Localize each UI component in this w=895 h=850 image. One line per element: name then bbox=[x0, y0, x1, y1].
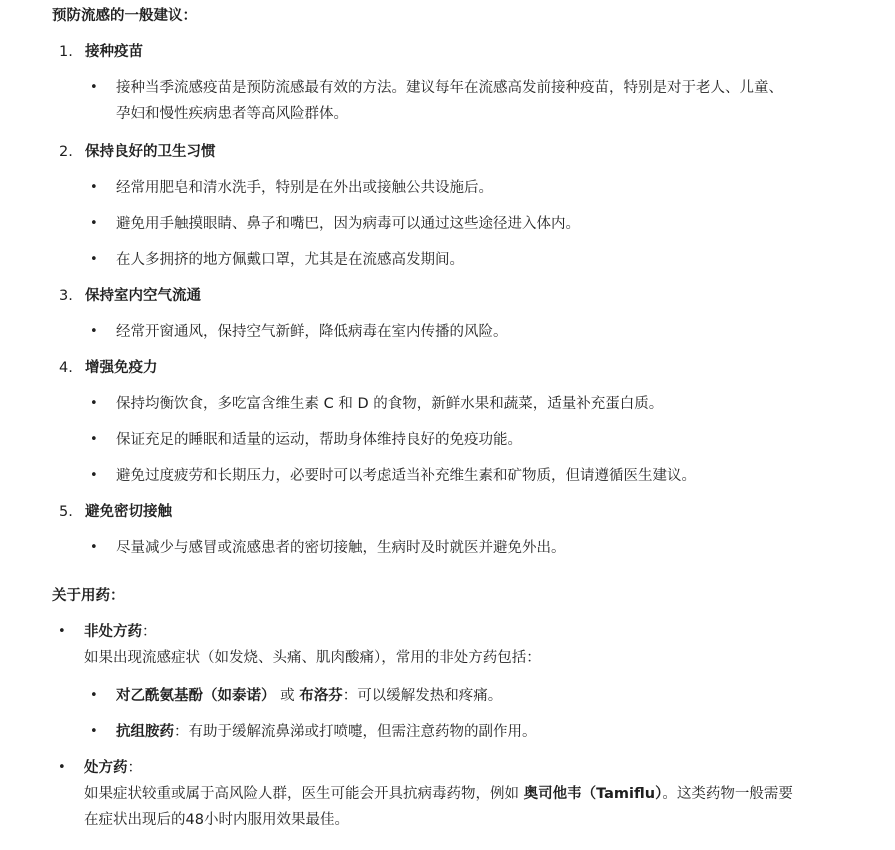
bullet-text: 避免过度疲劳和长期压力，必要时可以考虑适当补充维生素和矿物质，但请遵循医生建议。 bbox=[116, 468, 696, 484]
list-item bbox=[90, 391, 790, 417]
item-number: 1. bbox=[59, 44, 73, 60]
item-title: 避免密切接触 bbox=[85, 504, 172, 520]
bullet-icon: • bbox=[90, 540, 98, 555]
bullet-text: 避免用手触摸眼睛、鼻子和嘴巴，因为病毒可以通过这些途径进入体内。 bbox=[116, 216, 580, 232]
drug-description: ：有助于缓解流鼻涕或打喷嚏，但需注意药物的副作用。 bbox=[174, 724, 537, 740]
list-item bbox=[90, 463, 790, 489]
drug-name-ibuprofen: 布洛芬 bbox=[299, 688, 343, 704]
numbered-item-2 bbox=[59, 142, 216, 162]
bullet-icon: • bbox=[90, 216, 98, 231]
bullet-text: 保证充足的睡眠和适量的运动，帮助身体维持良好的免疫功能。 bbox=[116, 432, 522, 448]
item-title: 保持良好的卫生习惯 bbox=[85, 144, 216, 160]
rx-description-end: 。这类药物一般需要在症状出现后的48小时内服用效果最佳。 bbox=[84, 786, 793, 828]
bullet-icon: • bbox=[90, 324, 98, 339]
bullet-icon: • bbox=[90, 724, 98, 739]
bullet-icon: • bbox=[58, 760, 66, 775]
drug-connector: 或 bbox=[275, 688, 300, 704]
bullet-icon: • bbox=[90, 180, 98, 195]
drug-description: ：可以缓解发热和疼痛。 bbox=[342, 688, 503, 704]
bullet-icon: • bbox=[90, 396, 98, 411]
bullet-text: 保持均衡饮食，多吃富含维生素 C 和 D 的食物，新鲜水果和蔬菜，适量补充蛋白质。 bbox=[116, 396, 664, 412]
item-number: 2. bbox=[59, 144, 73, 160]
numbered-item-1 bbox=[59, 42, 143, 62]
otc-colon: ： bbox=[142, 624, 157, 640]
drug-name-acetaminophen: 对乙酰氨基酚（如泰诺） bbox=[116, 688, 276, 704]
list-item-otc bbox=[58, 619, 798, 671]
bullet-icon: • bbox=[90, 688, 98, 703]
otc-description: 如果出现流感症状（如发烧、头痛、肌肉酸痛），常用的非处方药包括： bbox=[84, 650, 541, 666]
otc-title: 非处方药 bbox=[84, 624, 142, 640]
drug-name-tamiflu: 奥司他韦（Tamiflu） bbox=[523, 786, 663, 802]
bullet-text: 经常用肥皂和清水洗手，特别是在外出或接触公共设施后。 bbox=[116, 180, 493, 196]
bullet-icon: • bbox=[90, 80, 98, 95]
numbered-item-3 bbox=[59, 286, 201, 306]
list-item bbox=[90, 75, 790, 127]
item-number: 3. bbox=[59, 288, 73, 304]
item-title: 接种疫苗 bbox=[85, 44, 143, 60]
list-item bbox=[90, 247, 790, 273]
list-item bbox=[90, 175, 790, 201]
list-item bbox=[90, 211, 790, 237]
list-item-drug-1 bbox=[90, 683, 790, 709]
section-title-medication: 关于用药： bbox=[52, 588, 125, 604]
item-title: 增强免疫力 bbox=[85, 360, 158, 376]
drug-name-antihistamine: 抗组胺药 bbox=[116, 724, 174, 740]
numbered-item-5 bbox=[59, 502, 172, 522]
list-item-drug-2 bbox=[90, 719, 790, 745]
list-item-rx bbox=[58, 755, 798, 833]
bullet-icon: • bbox=[90, 252, 98, 267]
bullet-text: 接种当季流感疫苗是预防流感最有效的方法。建议每年在流感高发前接种疫苗，特别是对于老人、儿童、孕妇和慢性疾病患者等高风险群体。 bbox=[116, 80, 783, 122]
list-item bbox=[90, 319, 790, 345]
item-title: 保持室内空气流通 bbox=[85, 288, 201, 304]
item-number: 4. bbox=[59, 360, 73, 376]
rx-colon: ： bbox=[127, 760, 142, 776]
rx-title: 处方药 bbox=[84, 760, 128, 776]
bullet-text: 经常开窗通风，保持空气新鲜，降低病毒在室内传播的风险。 bbox=[116, 324, 508, 340]
bullet-icon: • bbox=[90, 432, 98, 447]
section-title-prevention: 预防流感的一般建议： bbox=[52, 8, 197, 24]
numbered-item-4 bbox=[59, 358, 158, 378]
bullet-text: 在人多拥挤的地方佩戴口罩，尤其是在流感高发期间。 bbox=[116, 252, 464, 268]
bullet-icon: • bbox=[90, 468, 98, 483]
list-item bbox=[90, 427, 790, 453]
item-number: 5. bbox=[59, 504, 73, 520]
list-item bbox=[90, 535, 790, 561]
rx-description-start: 如果症状较重或属于高风险人群，医生可能会开具抗病毒药物，例如 bbox=[84, 786, 524, 802]
bullet-text: 尽量减少与感冒或流感患者的密切接触，生病时及时就医并避免外出。 bbox=[116, 540, 566, 556]
bullet-icon: • bbox=[58, 624, 66, 639]
